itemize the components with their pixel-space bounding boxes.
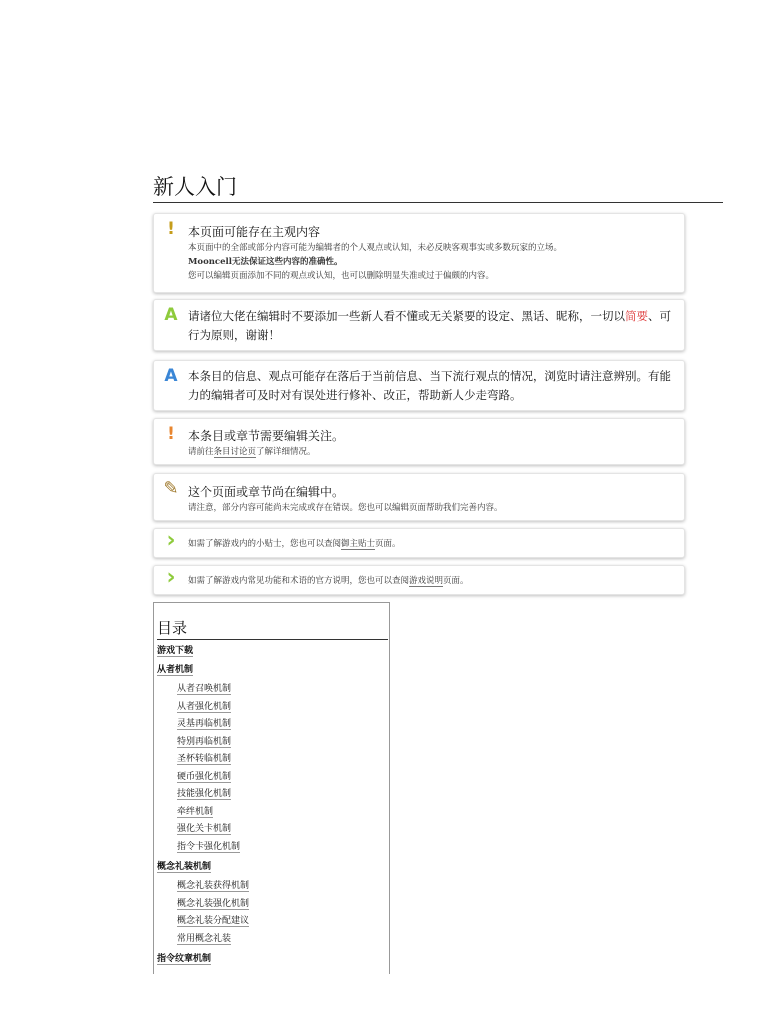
toc-title: 目录 — [157, 617, 388, 640]
talk-page-link[interactable]: 条目讨论页 — [213, 447, 257, 457]
notice-line: 本页面中的全部或部分内容可能为编辑者的个人观点或认知，未必反映客观事实或多数玩家的立场。 — [188, 243, 563, 253]
master-tips-link[interactable]: 御主贴士 — [341, 539, 376, 549]
toc-subitem[interactable]: 概念礼装强化机制 — [177, 898, 250, 909]
toc-subitem[interactable]: 从者强化机制 — [177, 701, 232, 712]
notice-line: Mooncell无法保证这些内容的准确性。 — [188, 257, 343, 267]
needs-attention-notice — [153, 418, 685, 465]
toc-subitem[interactable]: 常用概念礼装 — [177, 933, 232, 944]
notice-subtext: 请注意，部分内容可能尚未完成或存在错误。您也可以编辑页面帮助我们完善内容。 — [188, 503, 503, 513]
notice-text: 本条目的信息、观点可能存在落后于当前信息、当下流行观点的情况，浏览时请注意辨别。有能力的编辑者可及时对有误处进行修补、改正，帮助新人少走弯路。 — [188, 369, 671, 402]
page-title: 新人入门 — [153, 174, 723, 203]
notice-text: 如需了解游戏内常见功能和术语的官方说明，您也可以查阅游戏说明页面。 — [188, 576, 469, 586]
notice-line: 您可以编辑页面添加不同的观点或认知，也可以删除明显失准或过于偏颇的内容。 — [188, 271, 495, 281]
game-guide-link[interactable]: 游戏说明 — [409, 576, 444, 586]
toc-item[interactable]: 指令纹章机制 — [157, 954, 212, 964]
toc-subitem[interactable]: 牵绊机制 — [177, 806, 214, 817]
toc-subitem[interactable]: 技能强化机制 — [177, 789, 232, 799]
letter-a-icon: A — [164, 305, 178, 325]
tips-link-notice — [153, 528, 685, 558]
guide-link-notice — [153, 565, 685, 595]
toc-subitem[interactable]: 指令卡强化机制 — [177, 841, 241, 852]
notice-heading: 本页面可能存在主观内容 — [188, 225, 321, 239]
toc-item[interactable]: 游戏下载 — [157, 646, 194, 656]
highlight-text: 简要 — [625, 309, 648, 323]
toc-subitem[interactable]: 概念礼装获得机制 — [177, 881, 250, 891]
outdated-info-notice — [153, 360, 685, 411]
subjective-content-notice — [153, 213, 685, 293]
toc-subitem[interactable]: 灵基再临机制 — [177, 719, 232, 729]
toc-subitem[interactable]: 从者召唤机制 — [177, 684, 232, 694]
toc-item[interactable]: 从者机制 — [157, 665, 194, 675]
table-of-contents — [153, 602, 390, 974]
toc-list — [157, 643, 388, 970]
toc-subitem[interactable]: 概念礼装分配建议 — [177, 916, 250, 926]
notice-text: 如需了解游戏内的小贴士，您也可以查阅御主贴士页面。 — [188, 539, 401, 549]
editing-guideline-notice — [153, 299, 685, 351]
notice-text: 请诸位大佬在编辑时不要添加一些新人看不懂或无关紧要的设定、黑话、昵称，一切以简要、可行为原则，谢谢！ — [188, 309, 671, 342]
chevron-right-icon: › — [166, 528, 176, 553]
exclamation-icon: ! — [167, 424, 175, 444]
toc-subitem[interactable]: 圣杯转临机制 — [177, 754, 232, 764]
toc-subitem[interactable]: 特别再临机制 — [177, 736, 232, 747]
exclamation-icon: ! — [167, 219, 175, 239]
notice-heading: 本条目或章节需要编辑关注。 — [188, 429, 345, 443]
letter-a-icon: A — [164, 366, 178, 386]
toc-subitem[interactable]: 硬币强化机制 — [177, 771, 232, 782]
notice-heading: 这个页面或章节尚在编辑中。 — [188, 485, 345, 499]
toc-subitem[interactable]: 强化关卡机制 — [177, 824, 232, 834]
notice-subtext: 请前往条目讨论页了解详细情况。 — [188, 447, 316, 457]
in-progress-notice — [153, 473, 685, 521]
toc-item[interactable]: 概念礼装机制 — [157, 862, 212, 872]
chevron-right-icon: › — [166, 565, 176, 590]
edit-icon: ✎ — [163, 478, 179, 499]
